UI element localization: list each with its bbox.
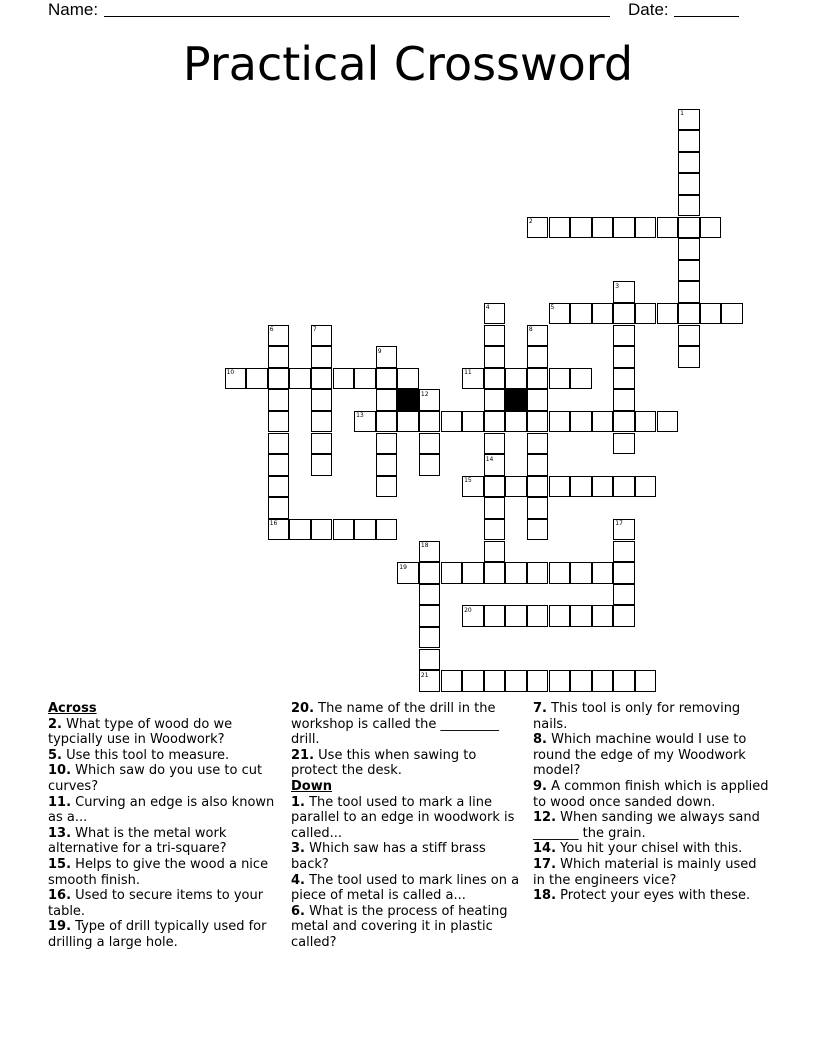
grid-cell[interactable] [484, 346, 506, 368]
grid-cell[interactable] [613, 389, 635, 411]
grid-cell[interactable] [678, 130, 700, 152]
clue-number: 18 [420, 542, 429, 549]
clue-text: Which machine would I use to round the edge of my Woodwork model? [533, 732, 747, 779]
clue-num: 18. [533, 888, 557, 904]
clue-number: 17 [615, 520, 623, 528]
grid-cell[interactable] [570, 411, 592, 433]
clue-number: 12 [420, 390, 429, 398]
grid-cell[interactable] [484, 476, 506, 498]
grid-cell[interactable] [657, 411, 679, 433]
clue-number: 10 [226, 369, 235, 377]
clue [48, 826, 284, 857]
grid-cell[interactable] [246, 368, 268, 390]
grid-cell[interactable] [397, 368, 419, 390]
grid-cell[interactable] [376, 476, 398, 498]
clue-number: 11 [464, 369, 472, 377]
grid-cell[interactable] [613, 411, 635, 433]
clue-num: 16. [48, 888, 72, 904]
clue [48, 748, 284, 764]
clue-num: 8. [533, 732, 547, 748]
grid-cell[interactable] [397, 411, 419, 433]
grid-cell[interactable] [268, 497, 290, 519]
grid-cell[interactable] [570, 670, 592, 692]
clue-number: 15 [464, 477, 472, 485]
clue [291, 873, 527, 904]
grid-cell[interactable] [592, 476, 614, 498]
grid-cell[interactable] [570, 303, 592, 325]
grid-cell[interactable] [721, 303, 743, 325]
grid-cell[interactable] [441, 562, 463, 584]
clue-number: 8 [528, 326, 533, 333]
grid-cell[interactable] [678, 346, 700, 368]
clue-num: 5. [48, 747, 62, 763]
grid-cell[interactable] [311, 346, 333, 368]
clue-num: 14. [533, 841, 557, 857]
clue-text: When sanding we always sand _______ the grain. [533, 810, 760, 841]
grid-cell[interactable] [570, 368, 592, 390]
clue-number: 19 [399, 563, 407, 571]
grid-cell[interactable] [484, 562, 506, 584]
grid-cell[interactable] [549, 562, 571, 584]
clue-number: 4 [485, 304, 490, 312]
grid-cell[interactable] [484, 325, 506, 347]
grid-cell[interactable] [376, 433, 398, 455]
clue-num: 1. [291, 794, 305, 810]
grid-cell[interactable] [635, 670, 657, 692]
grid-cell[interactable] [419, 562, 441, 584]
grid-cell[interactable] [549, 605, 571, 627]
clue-number: 21 [420, 671, 429, 679]
clue-num: 10. [48, 763, 72, 779]
clue [291, 701, 527, 748]
clue-num: 11. [48, 794, 72, 810]
clue-num: 7. [533, 701, 547, 716]
grid-cell[interactable] [570, 605, 592, 627]
clue [533, 732, 769, 779]
grid-cell[interactable] [419, 433, 441, 455]
grid-cell[interactable] [549, 411, 571, 433]
clue-num: 20. [291, 701, 315, 716]
grid-cell[interactable] [613, 303, 635, 325]
grid-cell[interactable] [289, 519, 311, 541]
grid-cell[interactable] [311, 389, 333, 411]
date-label: Date: [628, 0, 669, 19]
clue [48, 919, 284, 950]
clue-text: Curving an edge is also known as a... [48, 794, 275, 826]
clue-number: 7 [312, 326, 317, 333]
grid-cell[interactable] [462, 670, 484, 692]
grid-cell[interactable] [354, 519, 376, 541]
grid-cell[interactable] [592, 303, 614, 325]
clue-number: 13 [356, 412, 364, 420]
grid-cell[interactable] [678, 260, 700, 282]
grid-cell[interactable] [527, 368, 549, 390]
grid-cell[interactable] [484, 497, 506, 519]
grid-cell[interactable] [678, 303, 700, 325]
grid-cell[interactable] [613, 562, 635, 584]
grid-cell[interactable] [505, 476, 527, 498]
clue [291, 841, 527, 872]
grid-cell[interactable] [613, 476, 635, 498]
clue [48, 795, 284, 826]
page-title: Practical Crossword [182, 37, 634, 91]
grid-cell[interactable] [570, 217, 592, 239]
grid-cell[interactable] [549, 670, 571, 692]
clue-number: 5 [550, 304, 555, 312]
grid-cell[interactable] [678, 238, 700, 260]
clue-number: 1 [680, 110, 684, 117]
grid-cell[interactable] [592, 670, 614, 692]
grid-cell[interactable] [462, 411, 484, 433]
grid-cell[interactable] [527, 411, 549, 433]
clue-number: 14 [485, 455, 494, 463]
grid-cell[interactable] [376, 368, 398, 390]
clue [48, 717, 284, 748]
clue [533, 779, 769, 810]
grid-cell[interactable] [527, 476, 549, 498]
grid-cell[interactable] [613, 433, 635, 455]
grid-cell[interactable] [419, 627, 441, 649]
grid-cell[interactable] [613, 584, 635, 606]
grid-cell[interactable] [527, 670, 549, 692]
grid-cell[interactable] [527, 433, 549, 455]
clue-num: 6. [291, 903, 305, 919]
grid-cell[interactable] [376, 389, 398, 411]
grid-cell[interactable] [527, 454, 549, 476]
clue [48, 857, 284, 888]
clue-num: 17. [533, 856, 557, 872]
grid-cell[interactable] [333, 368, 355, 390]
clue [533, 810, 769, 841]
grid-cell[interactable] [613, 346, 635, 368]
grid-cell[interactable] [549, 368, 571, 390]
grid-cell[interactable] [613, 325, 635, 347]
grid-cell[interactable] [505, 368, 527, 390]
grid-cell[interactable] [657, 303, 679, 325]
grid-cell[interactable] [311, 433, 333, 455]
clue-text: What is the metal work alternative for a tri-square? [48, 825, 227, 857]
grid-cell[interactable] [635, 217, 657, 239]
clue-text: You hit your chisel with this. [556, 841, 743, 857]
grid-cell[interactable] [678, 217, 700, 239]
clue-num: 12. [533, 810, 557, 826]
clue-text: The tool used to mark a line parallel to an edge in woodwork is called... [291, 794, 515, 841]
grid-cell[interactable] [505, 411, 527, 433]
grid-cell[interactable] [333, 519, 355, 541]
grid-cell[interactable] [505, 670, 527, 692]
grid-cell[interactable] [635, 476, 657, 498]
grid-cell[interactable] [635, 411, 657, 433]
clue-number: 16 [269, 520, 278, 528]
grid-cell[interactable] [678, 325, 700, 347]
grid-cell[interactable] [592, 562, 614, 584]
black-cell [397, 389, 419, 411]
grid-cell[interactable] [505, 605, 527, 627]
grid-cell[interactable] [441, 670, 463, 692]
clue-number: 20 [464, 606, 472, 614]
clue-heading: Across [48, 701, 97, 716]
grid-cell[interactable] [268, 411, 290, 433]
grid-cell[interactable] [527, 346, 549, 368]
grid-cell[interactable] [678, 195, 700, 217]
clue-text: Type of drill typically used for drilling a large hole. [48, 919, 267, 950]
clue [48, 763, 284, 794]
clues-column-1 [48, 701, 284, 951]
grid-cell[interactable] [484, 368, 506, 390]
clue-number: 3 [615, 282, 620, 290]
grid-cell[interactable] [462, 562, 484, 584]
clue-text: Use this tool to measure. [61, 747, 230, 763]
clue-heading: Down [291, 778, 332, 794]
grid-cell[interactable] [592, 217, 614, 239]
clue-text: Which saw has a stiff brass back? [291, 841, 486, 872]
grid-cell[interactable] [527, 519, 549, 541]
grid-cell[interactable] [268, 476, 290, 498]
grid-cell[interactable] [549, 217, 571, 239]
grid-cell[interactable] [505, 562, 527, 584]
clue-num: 15. [48, 856, 72, 872]
grid-cell[interactable] [289, 368, 311, 390]
clue-num: 9. [533, 778, 547, 794]
clue-number: 9 [377, 347, 382, 355]
clue-text: Helps to give the wood a nice smooth finish. [48, 856, 269, 888]
grid-cell[interactable] [527, 497, 549, 519]
grid-cell[interactable] [268, 346, 290, 368]
grid-cell[interactable] [419, 411, 441, 433]
grid-cell[interactable] [419, 584, 441, 606]
grid-cell[interactable] [311, 411, 333, 433]
grid-cell[interactable] [527, 389, 549, 411]
clue [291, 904, 527, 951]
grid-cell[interactable] [570, 562, 592, 584]
clue-text: What is the process of heating metal and covering it in plastic called? [291, 903, 508, 950]
clue [48, 888, 284, 919]
grid-cell[interactable] [678, 173, 700, 195]
clue [533, 841, 769, 857]
grid-cell[interactable] [527, 562, 549, 584]
clue-text: What type of wood do we typcially use in Woodwork? [48, 716, 233, 748]
clues-column-2 [291, 701, 527, 951]
grid-cell[interactable] [635, 303, 657, 325]
clue-text: This tool is only for removing nails. [533, 701, 741, 732]
grid-cell[interactable] [549, 476, 571, 498]
grid-cell[interactable] [484, 605, 506, 627]
clue-text: Use this when sawing to protect the desk. [291, 747, 477, 779]
grid-cell[interactable] [678, 152, 700, 174]
black-cell [505, 389, 527, 411]
grid-cell[interactable] [268, 389, 290, 411]
grid-cell[interactable] [376, 411, 398, 433]
clue-num: 21. [291, 747, 315, 763]
grid-cell[interactable] [613, 217, 635, 239]
clue-num: 13. [48, 825, 72, 841]
clues-column-3 [533, 701, 769, 904]
grid-cell[interactable] [484, 411, 506, 433]
grid-cell[interactable] [592, 411, 614, 433]
grid-cell[interactable] [678, 281, 700, 303]
grid-cell[interactable] [484, 389, 506, 411]
grid-cell[interactable] [613, 541, 635, 563]
clue-text: The name of the drill in the workshop is called the _________ drill. [291, 701, 500, 748]
clue-num: 3. [291, 841, 305, 857]
clue-text: Which saw do you use to cut curves? [48, 763, 263, 794]
grid-cell[interactable] [484, 519, 506, 541]
name-label: Name: [48, 0, 99, 19]
grid-cell[interactable] [700, 303, 722, 325]
clue-text: Which material is mainly used in the engineers vice? [533, 856, 757, 888]
clue [533, 701, 769, 732]
grid-cell[interactable] [268, 368, 290, 390]
grid-cell[interactable] [419, 454, 441, 476]
clue-text: A common finish which is applied to wood once sanded down. [533, 778, 769, 810]
grid-cell[interactable] [700, 217, 722, 239]
grid-cell[interactable] [268, 433, 290, 455]
grid-cell[interactable] [376, 519, 398, 541]
grid-cell[interactable] [419, 649, 441, 671]
grid-cell[interactable] [311, 368, 333, 390]
grid-cell[interactable] [592, 605, 614, 627]
clue-num: 19. [48, 919, 72, 935]
clue-number: 2 [528, 218, 533, 225]
grid-cell[interactable] [484, 541, 506, 563]
clue-text: Protect your eyes with these. [556, 888, 751, 904]
grid-cell[interactable] [354, 368, 376, 390]
clue-num: 4. [291, 872, 305, 888]
grid-cell[interactable] [484, 670, 506, 692]
clue [291, 795, 527, 842]
grid-cell[interactable] [441, 411, 463, 433]
clue [533, 888, 769, 904]
grid-cell[interactable] [484, 433, 506, 455]
grid-cell[interactable] [613, 670, 635, 692]
clue-num: 2. [48, 716, 62, 732]
grid-cell[interactable] [527, 605, 549, 627]
clue [291, 748, 527, 779]
grid-cell[interactable] [570, 476, 592, 498]
grid-cell[interactable] [613, 368, 635, 390]
grid-cell[interactable] [311, 454, 333, 476]
clue-text: The tool used to mark lines on a piece of metal is called a... [291, 872, 520, 904]
clue [533, 857, 769, 888]
grid-cell[interactable] [376, 454, 398, 476]
grid-cell[interactable] [419, 605, 441, 627]
grid-cell[interactable] [311, 519, 333, 541]
grid-cell[interactable] [657, 217, 679, 239]
clue-number: 6 [269, 326, 274, 333]
grid-cell[interactable] [613, 605, 635, 627]
clue-text: Used to secure items to your table. [48, 888, 264, 919]
grid-cell[interactable] [268, 454, 290, 476]
